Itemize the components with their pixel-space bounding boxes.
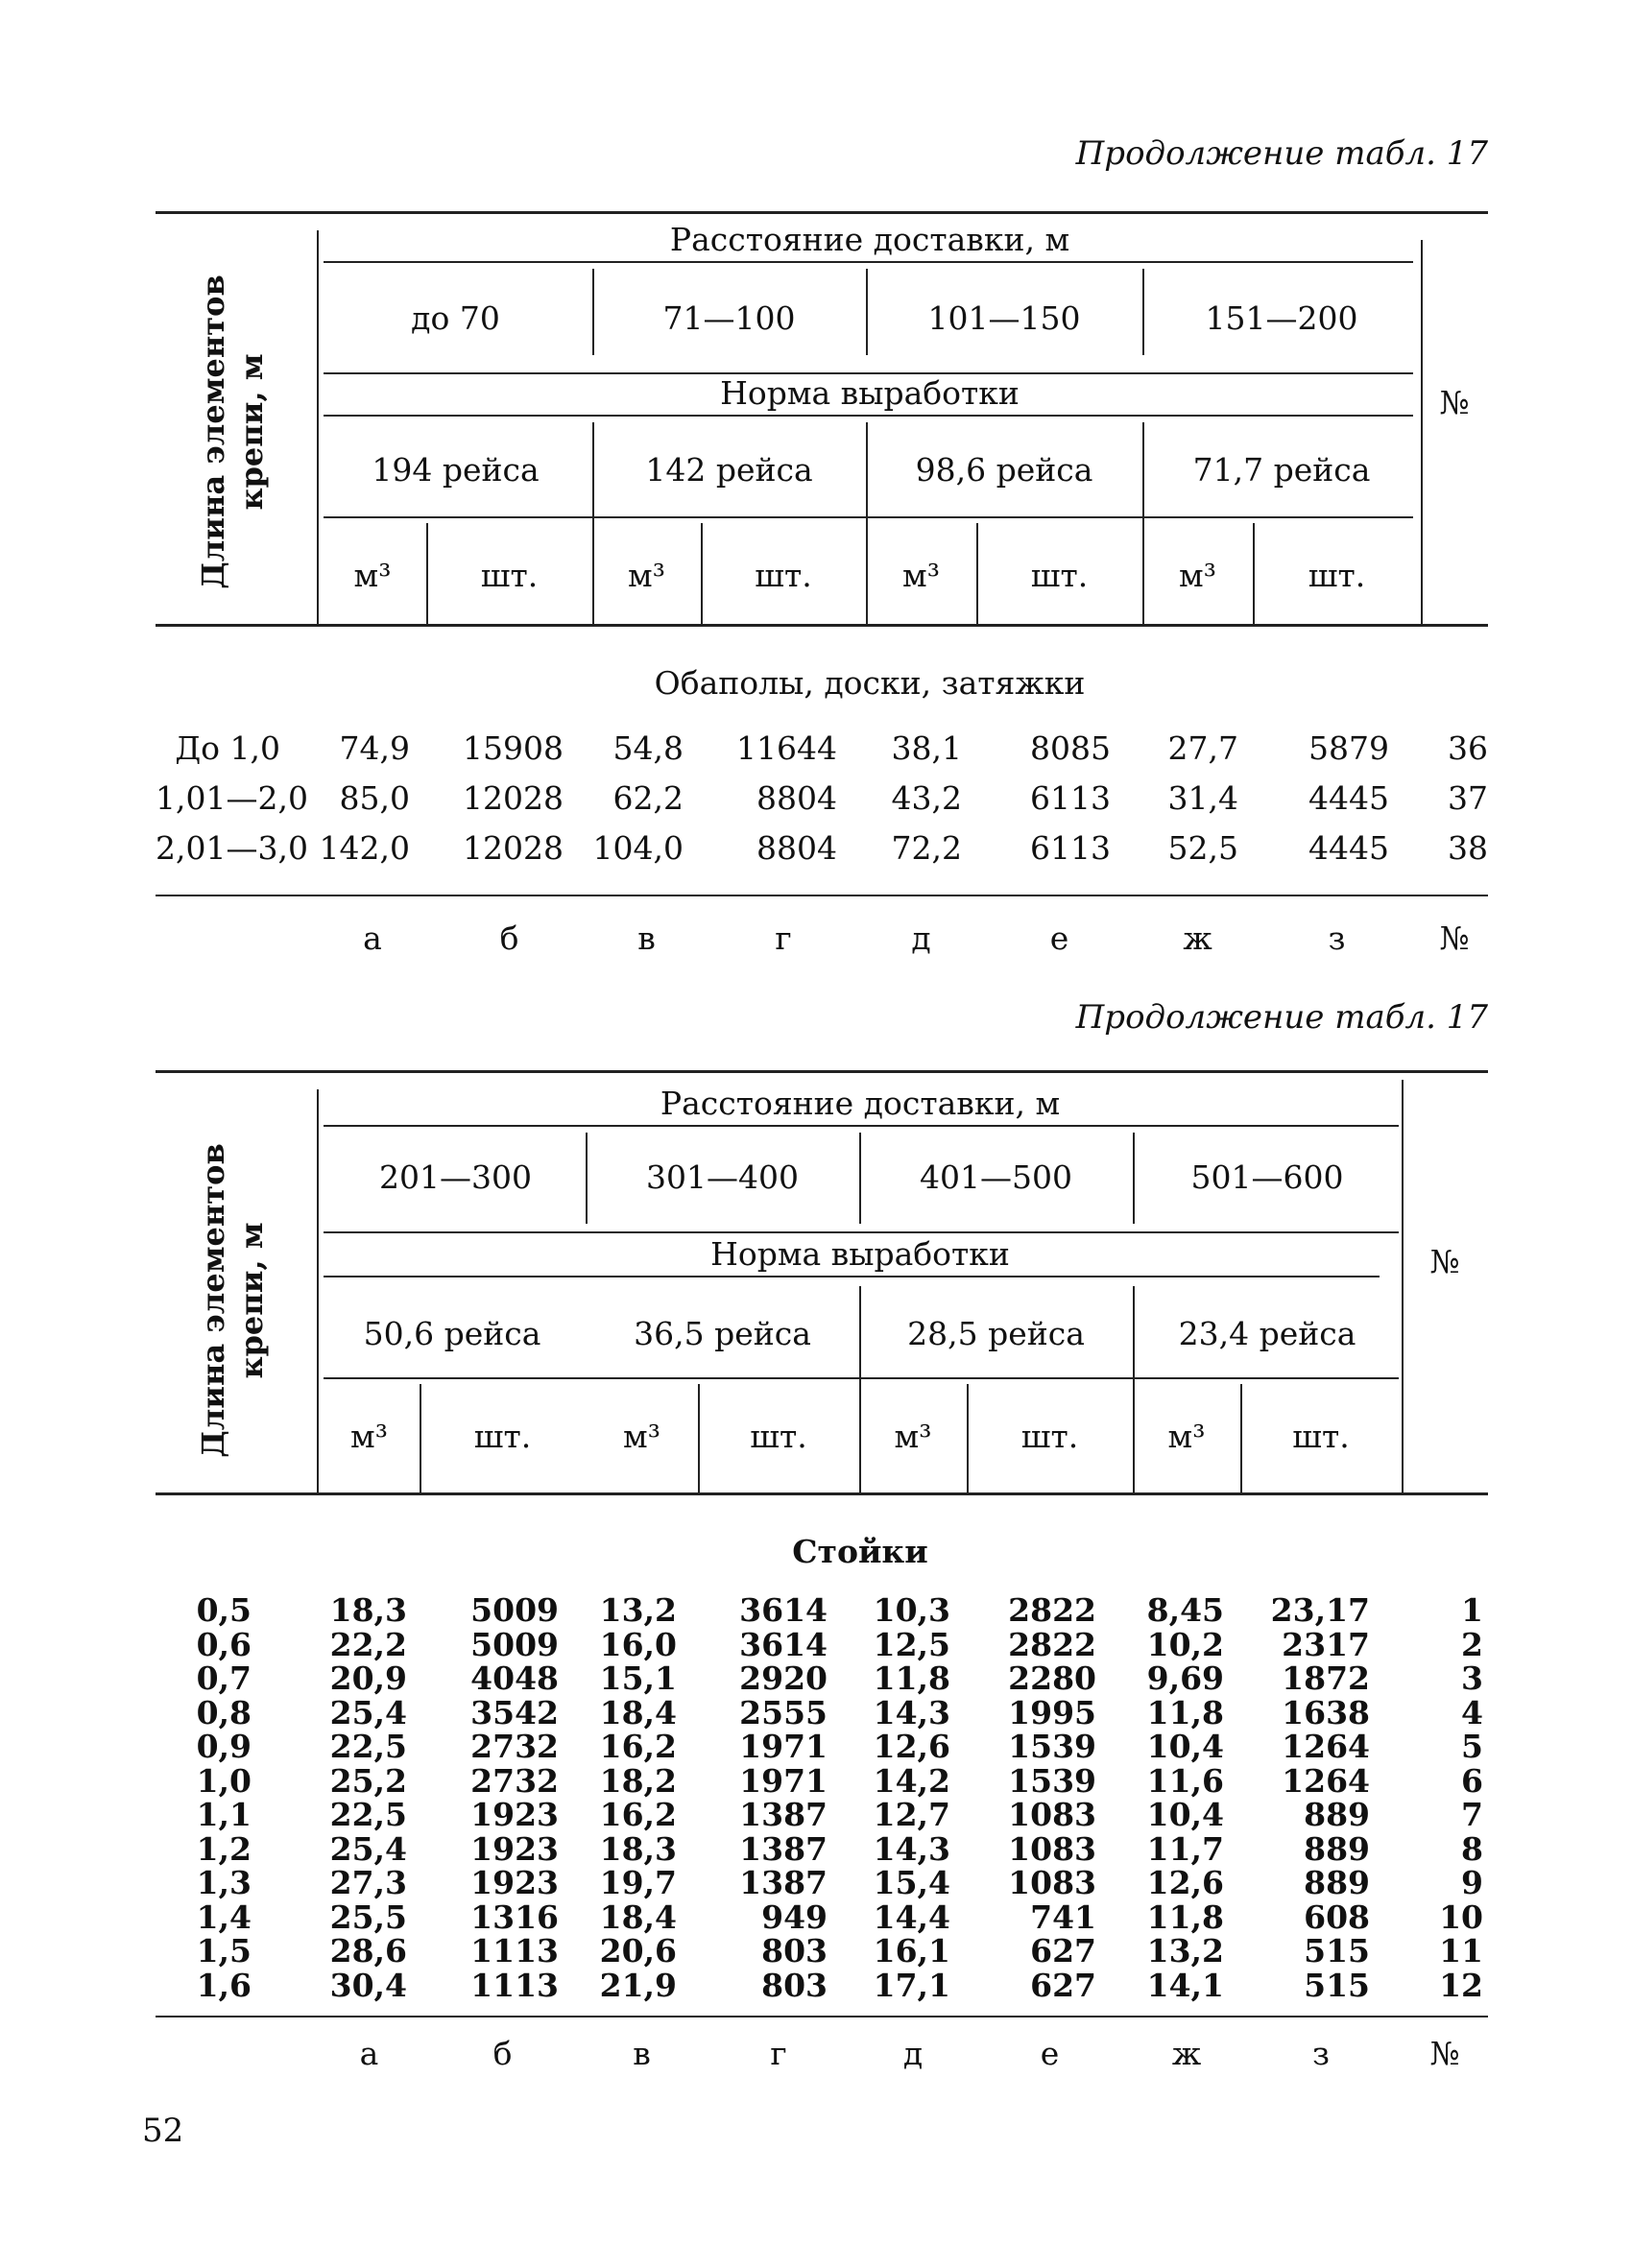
table-cell: 1,6 bbox=[196, 1966, 252, 2004]
table-cell: 16,1 bbox=[873, 1932, 950, 1970]
distance-range: 71—100 bbox=[662, 299, 796, 337]
table-cell: 1923 bbox=[470, 1829, 559, 1868]
table-cell: 1 bbox=[1461, 1591, 1483, 1629]
section-title: Обаполы, доски, затяжки bbox=[654, 664, 1086, 702]
table-cell: 28,6 bbox=[329, 1932, 407, 1970]
table-cell: 1539 bbox=[1008, 1728, 1096, 1765]
unit-sht: шт. bbox=[755, 557, 812, 594]
table-cell: 18,3 bbox=[599, 1829, 677, 1868]
table-cell: 5009 bbox=[470, 1625, 559, 1663]
table-cell: 23,17 bbox=[1270, 1591, 1370, 1629]
distance-range: 501—600 bbox=[1190, 1158, 1344, 1196]
table-cell: 2732 bbox=[470, 1761, 559, 1800]
table-cell: 949 bbox=[761, 1898, 828, 1936]
norm-value: 36,5 рейса bbox=[634, 1315, 811, 1352]
table-row bbox=[156, 1798, 1488, 1832]
table-row: 2,01—3,0 142,0 12028 104,0 8804 72,2 6113 52,5 4445 38 bbox=[156, 829, 1488, 867]
table-cell: 5009 bbox=[470, 1591, 559, 1629]
table-cell: 4048 bbox=[470, 1659, 559, 1697]
table-cell: 18,3 bbox=[329, 1591, 407, 1629]
distance-header: Расстояние доставки, м bbox=[669, 221, 1070, 258]
table-cell: 1971 bbox=[739, 1728, 828, 1765]
table-cell: 803 bbox=[761, 1932, 828, 1970]
table-cell: 12,7 bbox=[873, 1796, 950, 1833]
table-cell: 1,4 bbox=[196, 1898, 252, 1936]
row-axis-label: Длина элементов крепи, м bbox=[195, 1143, 270, 1458]
distance-range: до 70 bbox=[411, 299, 500, 337]
table-cell: 14,2 bbox=[873, 1761, 950, 1800]
table-row bbox=[156, 1829, 1488, 1868]
table-cell: 1264 bbox=[1282, 1728, 1370, 1765]
table-cell: 3542 bbox=[470, 1693, 559, 1731]
table-cell: 25,4 bbox=[329, 1829, 407, 1868]
table-cell: 1,5 bbox=[196, 1932, 252, 1970]
table-cell: 10 bbox=[1439, 1898, 1483, 1936]
table-cell: 2920 bbox=[739, 1659, 828, 1697]
table-cell: 3614 bbox=[739, 1625, 828, 1663]
table-cell: 1113 bbox=[470, 1932, 559, 1970]
table-cell: 14,4 bbox=[873, 1898, 950, 1936]
table-cell: 627 bbox=[1030, 1966, 1096, 2004]
table-cell: 2732 bbox=[470, 1728, 559, 1765]
table-cell: 30,4 bbox=[329, 1966, 407, 2004]
table-cell: 1923 bbox=[470, 1796, 559, 1833]
unit-m3: м³ bbox=[353, 557, 392, 594]
norm-value: 23,4 рейса bbox=[1178, 1315, 1356, 1352]
distance-range: 201—300 bbox=[379, 1158, 532, 1196]
table-1: Длина элементов крепи, м Расстояние доставки, м до 70 71—100 101—150 151—200 Норма выработки № 194 рейса 142 рейса 98,6 рейса 71,7 рейса м³ шт. м³ шт. м³ шт. м³ шт. Обаполы, доски, затяжки До 1,0 74,9 15908 54,8 11644 38,1 8085 27,7 5879 36 1,01—2,0 85,0 12028 62,2 8804 43,2 6113 31,4 4445 37 2,01—3,0 142,0 12028 104,0 8804 72,2 6113 52,5 4445 38 а б в г д е ж з № bbox=[156, 211, 1488, 950]
table-row bbox=[156, 1661, 1488, 1696]
table-cell: 1083 bbox=[1008, 1829, 1096, 1868]
table-cell: 1,1 bbox=[196, 1796, 252, 1833]
table-cell: 14,3 bbox=[873, 1693, 950, 1731]
table-cell: 17,1 bbox=[873, 1966, 950, 2004]
unit-sht: шт. bbox=[1030, 557, 1089, 594]
table-cell: 9 bbox=[1461, 1864, 1483, 1901]
table-cell: 2 bbox=[1461, 1625, 1483, 1663]
table-row bbox=[156, 1693, 1488, 1731]
unit-sht: шт. bbox=[1308, 557, 1366, 594]
table-cell: 0,6 bbox=[196, 1625, 252, 1663]
table-cell: 889 bbox=[1304, 1796, 1370, 1833]
table-cell: 19,7 bbox=[599, 1864, 677, 1901]
table-cell: 1539 bbox=[1008, 1761, 1096, 1800]
table-cell: 1113 bbox=[470, 1966, 559, 2004]
distance-header: Расстояние доставки, м bbox=[660, 1085, 1061, 1122]
table-cell: 1387 bbox=[739, 1796, 828, 1833]
table-cell: 4 bbox=[1461, 1693, 1483, 1731]
norm-value: 28,5 рейса bbox=[907, 1315, 1085, 1352]
table-cell: 1,3 bbox=[196, 1864, 252, 1901]
number-header: № bbox=[1429, 1243, 1460, 1280]
table-cell: 0,8 bbox=[196, 1693, 252, 1731]
table-row bbox=[156, 1761, 1488, 1800]
table-cell: 1971 bbox=[739, 1761, 828, 1800]
table-cell: 14,3 bbox=[873, 1829, 950, 1868]
table-cell: 22,2 bbox=[329, 1625, 407, 1663]
norm-value: 50,6 рейса bbox=[363, 1315, 541, 1352]
table-cell: 10,4 bbox=[1146, 1728, 1224, 1765]
distance-range: 401—500 bbox=[920, 1158, 1072, 1196]
table-cell: 1264 bbox=[1282, 1761, 1370, 1800]
table-cell: 1316 bbox=[470, 1898, 559, 1936]
table-cell: 1387 bbox=[739, 1829, 828, 1868]
table-row bbox=[156, 1900, 1488, 1935]
table-cell: 11 bbox=[1439, 1932, 1483, 1970]
table-cell: 1,2 bbox=[196, 1829, 252, 1868]
table-cell: 8 bbox=[1461, 1829, 1483, 1868]
table-cell: 1638 bbox=[1282, 1693, 1370, 1731]
table-cell: 11,8 bbox=[1146, 1693, 1224, 1731]
continuation-label: Продолжение табл. 17 bbox=[1075, 134, 1488, 173]
table-cell: 608 bbox=[1304, 1898, 1370, 1936]
table-cell: 22,5 bbox=[329, 1796, 407, 1833]
row-axis-label: Длина элементов крепи, м bbox=[195, 275, 270, 589]
unit-m3: м³ bbox=[1167, 1418, 1206, 1455]
norm-value: 98,6 рейса bbox=[915, 451, 1093, 489]
norm-value: 71,7 рейса bbox=[1192, 451, 1371, 489]
page-number: 52 bbox=[142, 2112, 184, 2150]
table-cell: 11,6 bbox=[1146, 1761, 1224, 1800]
table-cell: 0,9 bbox=[196, 1728, 252, 1765]
table-cell: 10,3 bbox=[873, 1591, 950, 1629]
table-cell: 9,69 bbox=[1146, 1659, 1224, 1697]
norm-value: 194 рейса bbox=[372, 451, 540, 489]
table-cell: 11,7 bbox=[1146, 1829, 1224, 1868]
table-cell: 0,7 bbox=[196, 1659, 252, 1697]
table-2: Длина элементов крепи, м Расстояние доставки, м 201—300 301—400 401—500 501—600 Норма выработки № 50,6 рейса 36,5 рейса 28,5 рейса 23,4 рейса м³ шт. м³ шт. м³ шт. м³ шт. Стойки 0,5 18,3 5009 13,2 3614 10,3 2822 8,45 23,17 1 0,6 22,2 5009 16,0 3614 12,5 2822 10,2 2317 2 0,7 20,9 4048 15,1 2920 11,8 2280 9,69 1872 3 0,8 25,4 3542 18,4 2555 14,3 1995 11,8 1638 4 0,9 22,5 2732 16,2 1971 12,6 1539 10,4 1264 5 1,0 25,2 2732 18,2 1971 14,2 1539 11,6 1264 6 1,1 22,5 1923 16,2 1387 12,7 1083 10,4 889 7 1,2 25,4 1923 18,3 1387 14,3 1083 11,7 889 8 1,3 27,3 1923 19,7 1387 15,4 1083 12,6 889 9 1,4 25,5 1316 18,4 949 14,4 741 11,8 608 10 1,5 28,6 1113 20,6 803 16,1 627 13,2 515 11 1,6 30,4 1113 21,9 803 17,1 627 14,1 515 12 а б в г д е ж з № bbox=[156, 1070, 1488, 2088]
table-row: До 1,0 74,9 15908 54,8 11644 38,1 8085 27,7 5879 36 bbox=[175, 729, 1488, 767]
table-cell: 889 bbox=[1304, 1864, 1370, 1901]
table-row: 1,01—2,0 85,0 12028 62,2 8804 43,2 6113 31,4 4445 37 bbox=[156, 779, 1488, 817]
table-cell: 0,5 bbox=[196, 1591, 252, 1629]
unit-sht: шт. bbox=[1020, 1418, 1079, 1455]
distance-range: 301—400 bbox=[646, 1158, 799, 1196]
table-cell: 1995 bbox=[1008, 1693, 1096, 1731]
unit-m3: м³ bbox=[1179, 557, 1216, 594]
table-cell: 1,0 bbox=[196, 1761, 252, 1800]
distance-range: 151—200 bbox=[1205, 299, 1358, 337]
table-cell: 741 bbox=[1030, 1898, 1096, 1936]
table-cell: 22,5 bbox=[329, 1728, 407, 1765]
table-cell: 21,9 bbox=[599, 1966, 677, 2004]
table-cell: 1872 bbox=[1282, 1659, 1370, 1697]
table-cell: 18,4 bbox=[599, 1693, 677, 1731]
unit-m3: м³ bbox=[902, 557, 940, 594]
table-cell: 10,2 bbox=[1146, 1625, 1224, 1663]
norm-header: Норма выработки bbox=[710, 1235, 1010, 1273]
table-cell: 2555 bbox=[739, 1693, 828, 1731]
table-cell: 3 bbox=[1461, 1659, 1483, 1697]
norm-header: Норма выработки bbox=[720, 374, 1020, 412]
unit-sht: шт. bbox=[480, 557, 539, 594]
norm-value: 142 рейса bbox=[645, 451, 813, 489]
table-cell: 515 bbox=[1304, 1966, 1370, 2004]
number-header: № bbox=[1439, 384, 1470, 421]
table-cell: 11,8 bbox=[873, 1659, 950, 1697]
table-row bbox=[156, 1934, 1488, 1969]
table-cell: 20,6 bbox=[599, 1932, 677, 1970]
table-cell: 12 bbox=[1439, 1966, 1483, 2004]
table-cell: 25,5 bbox=[329, 1898, 407, 1936]
table-cell: 6 bbox=[1461, 1761, 1483, 1800]
table-cell: 2280 bbox=[1008, 1659, 1096, 1697]
table-cell: 27,3 bbox=[329, 1864, 407, 1901]
unit-sht: шт. bbox=[473, 1418, 532, 1455]
table-cell: 16,0 bbox=[599, 1625, 677, 1663]
section-title: Стойки bbox=[792, 1533, 928, 1570]
table-cell: 803 bbox=[761, 1966, 828, 2004]
table-cell: 1923 bbox=[470, 1864, 559, 1901]
table-cell: 25,4 bbox=[329, 1693, 407, 1731]
table-cell: 16,2 bbox=[599, 1796, 677, 1833]
table-cell: 3614 bbox=[739, 1591, 828, 1629]
table-cell: 2822 bbox=[1008, 1591, 1096, 1629]
unit-sht: шт. bbox=[750, 1418, 807, 1455]
table-cell: 8,45 bbox=[1146, 1591, 1224, 1629]
table-cell: 12,5 bbox=[873, 1625, 950, 1663]
table-cell: 18,2 bbox=[599, 1761, 677, 1800]
table-cell: 20,9 bbox=[329, 1659, 407, 1697]
table-cell: 13,2 bbox=[599, 1591, 677, 1629]
table-cell: 12,6 bbox=[1146, 1864, 1224, 1901]
table-cell: 14,1 bbox=[1146, 1966, 1224, 2004]
table-cell: 515 bbox=[1304, 1932, 1370, 1970]
table-row bbox=[156, 1593, 1488, 1628]
unit-sht: шт. bbox=[1292, 1418, 1350, 1455]
table-cell: 25,2 bbox=[329, 1761, 407, 1800]
table-cell: 16,2 bbox=[599, 1728, 677, 1765]
table-cell: 2822 bbox=[1008, 1625, 1096, 1663]
unit-m3: м³ bbox=[350, 1418, 388, 1455]
table-row bbox=[156, 1730, 1488, 1764]
table-row bbox=[156, 1966, 1488, 2004]
table-cell: 2317 bbox=[1282, 1625, 1370, 1663]
table-cell: 1387 bbox=[739, 1864, 828, 1901]
table-cell: 15,1 bbox=[599, 1659, 677, 1697]
table-cell: 1083 bbox=[1008, 1864, 1096, 1901]
table-cell: 5 bbox=[1461, 1728, 1483, 1765]
table-cell: 12,6 bbox=[873, 1728, 950, 1765]
table-cell: 15,4 bbox=[873, 1864, 950, 1901]
table-cell: 11,8 bbox=[1146, 1898, 1224, 1936]
table-row bbox=[156, 1625, 1488, 1663]
continuation-label: Продолжение табл. 17 bbox=[1075, 998, 1488, 1037]
table-cell: 627 bbox=[1030, 1932, 1096, 1970]
table-cell: 13,2 bbox=[1146, 1932, 1224, 1970]
unit-m3: м³ bbox=[623, 1418, 660, 1455]
table-cell: 10,4 bbox=[1146, 1796, 1224, 1833]
table-cell: 18,4 bbox=[599, 1898, 677, 1936]
table-cell: 7 bbox=[1461, 1796, 1483, 1833]
unit-m3: м³ bbox=[894, 1418, 932, 1455]
table-cell: 1083 bbox=[1008, 1796, 1096, 1833]
distance-range: 101—150 bbox=[927, 299, 1081, 337]
table-cell: 889 bbox=[1304, 1829, 1370, 1868]
unit-m3: м³ bbox=[628, 557, 665, 594]
table-row bbox=[156, 1866, 1488, 1900]
